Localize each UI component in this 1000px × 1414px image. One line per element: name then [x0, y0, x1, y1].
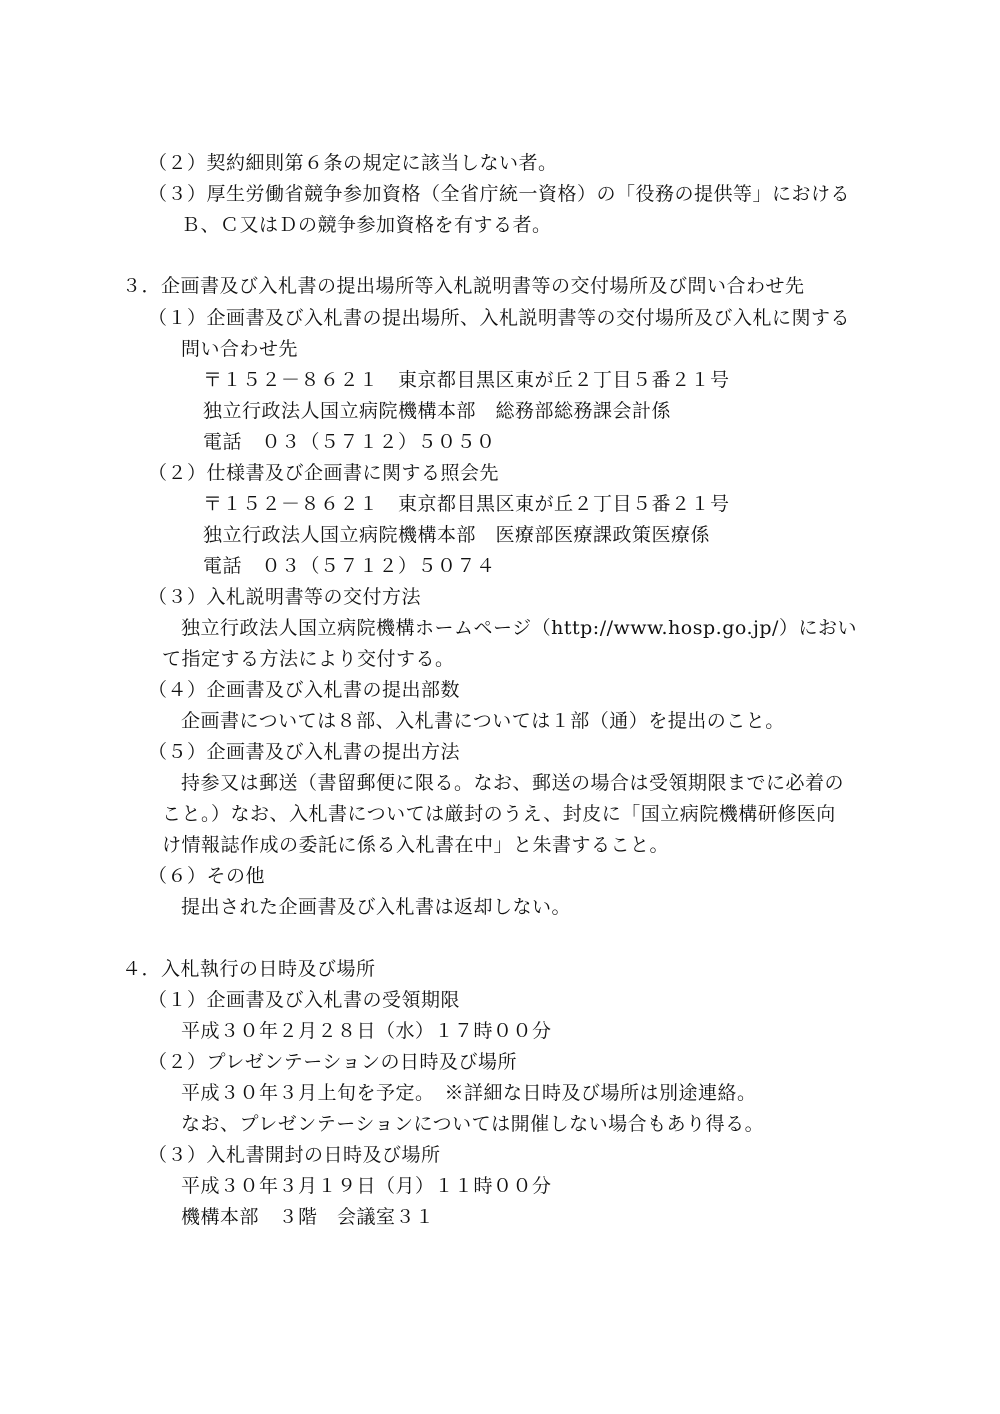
s3-item1-line1: （１）企画書及び入札書の提出場所、入札説明書等の交付場所及び入札に関する [148, 307, 851, 329]
s3-item2-org: 独立行政法人国立病院機構本部 医療部医療課政策医療係 [203, 524, 711, 546]
s4-item3-line2: 機構本部 ３階 会議室３１ [181, 1206, 435, 1228]
s3-item1-phone: 電話 ０３（５７１２）５０５０ [203, 431, 496, 453]
s3-item5-line2: こと。）なお、入札書については厳封のうえ、封皮に「国立病院機構研修医向 [162, 803, 836, 825]
s2-item2: （２）契約細則第６条の規定に該当しない者。 [148, 152, 558, 174]
s3-item3-line2: て指定する方法により交付する。 [162, 648, 455, 670]
s3-item4-title: （４）企画書及び入札書の提出部数 [148, 679, 461, 701]
s3-item2-address: 〒１５２－８６２１ 東京都目黒区東が丘２丁目５番２１号 [203, 493, 730, 515]
s4-item1-body: 平成３０年２月２８日（水）１７時００分 [181, 1020, 552, 1042]
s3-item5-line3: け情報誌作成の委託に係る入札書在中」と朱書すること。 [162, 834, 670, 856]
s3-item1-line2: 問い合わせ先 [181, 338, 299, 360]
s3-item5-line1: 持参又は郵送（書留郵便に限る。なお、郵送の場合は受領期限までに必着の [181, 772, 845, 794]
s2-item3-line1: （３）厚生労働省競争参加資格（全省庁統一資格）の「役務の提供等」における [148, 183, 851, 205]
s4-item3-title: （３）入札書開封の日時及び場所 [148, 1144, 441, 1166]
s3-item6-title: （６）その他 [148, 865, 266, 887]
s4-heading: ４．入札執行の日時及び場所 [122, 958, 376, 980]
s3-item3-line1: 独立行政法人国立病院機構ホームページ（http://www.hosp.go.jp/）におい [181, 617, 857, 639]
s3-item3-title: （３）入札説明書等の交付方法 [148, 586, 422, 608]
s2-item3-line2: Ｂ、Ｃ又はＤの競争参加資格を有する者。 [181, 214, 552, 236]
s3-item1-address: 〒１５２－８６２１ 東京都目黒区東が丘２丁目５番２１号 [203, 369, 730, 391]
s4-item2-line1: 平成３０年３月上旬を予定。 ※詳細な日時及び場所は別途連絡。 [181, 1082, 757, 1104]
s3-item6-body: 提出された企画書及び入札書は返却しない。 [181, 896, 572, 918]
s3-item5-title: （５）企画書及び入札書の提出方法 [148, 741, 461, 763]
s4-item3-line1: 平成３０年３月１９日（月）１１時００分 [181, 1175, 552, 1197]
s3-item1-org: 独立行政法人国立病院機構本部 総務部総務課会計係 [203, 400, 672, 422]
s3-item2-title: （２）仕様書及び企画書に関する照会先 [148, 462, 500, 484]
s4-item1-title: （１）企画書及び入札書の受領期限 [148, 989, 461, 1011]
s4-item2-line2: なお、プレゼンテーションについては開催しない場合もあり得る。 [181, 1113, 765, 1135]
s4-item2-title: （２）プレゼンテーションの日時及び場所 [148, 1051, 517, 1073]
s3-item4-body: 企画書については８部、入札書については１部（通）を提出のこと。 [181, 710, 785, 732]
s3-item2-phone: 電話 ０３（５７１２）５０７４ [203, 555, 496, 577]
s3-heading: ３．企画書及び入札書の提出場所等入札説明書等の交付場所及び問い合わせ先 [122, 275, 805, 297]
